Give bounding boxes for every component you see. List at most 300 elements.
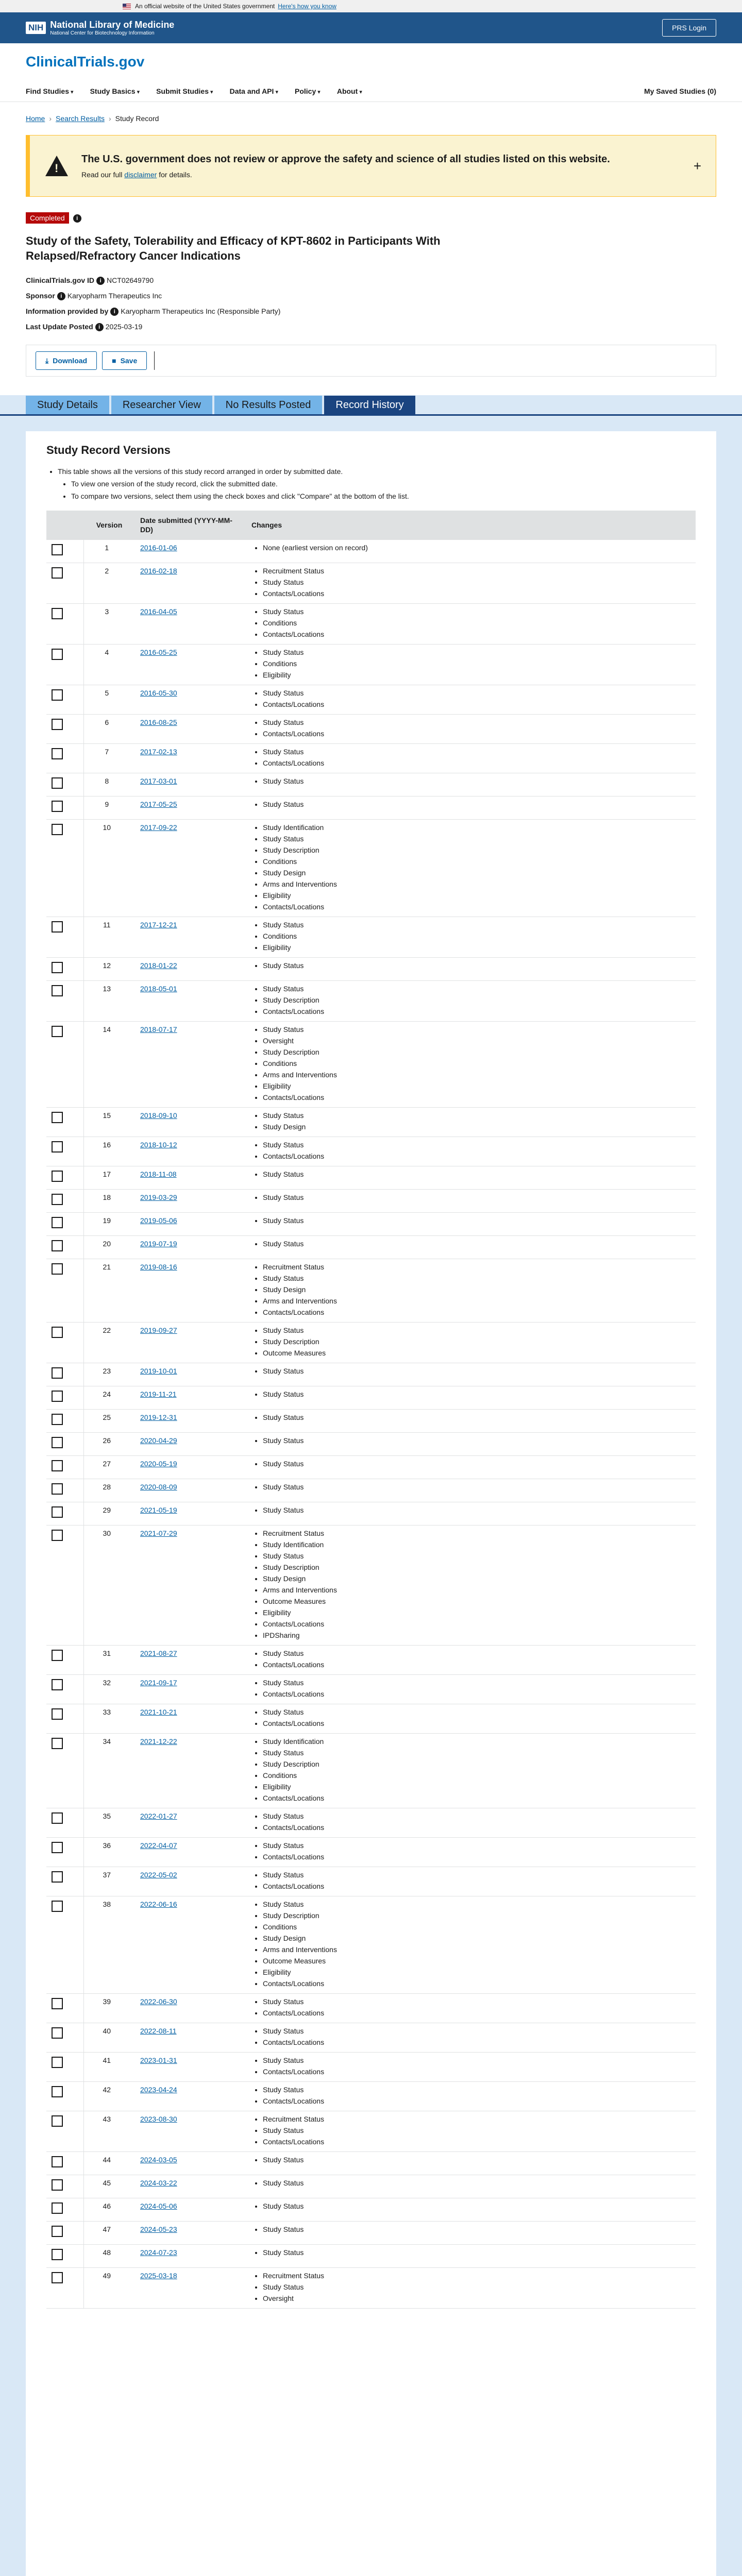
change-item: • Study Status [263, 1168, 690, 1180]
version-checkbox[interactable] [52, 1391, 63, 1402]
changes-list [251, 1110, 690, 1132]
change-item: • Study Status [263, 1550, 690, 1562]
version-checkbox[interactable] [52, 1240, 63, 1251]
version-checkbox[interactable] [52, 1263, 63, 1275]
version-checkbox[interactable] [52, 567, 63, 579]
breadcrumb-home[interactable]: Home [26, 114, 45, 123]
version-date-link[interactable]: 2018-07-17 [140, 1025, 177, 1033]
breadcrumb [0, 102, 742, 135]
version-checkbox[interactable] [52, 1842, 63, 1853]
table-row [46, 1704, 696, 1733]
table-row [46, 980, 696, 1021]
version-checkbox[interactable] [52, 985, 63, 996]
version-number: 34 [83, 1733, 135, 1808]
nih-logo-icon: NIH [26, 22, 46, 34]
history-intro [46, 465, 696, 502]
version-number: 4 [83, 644, 135, 685]
version-checkbox[interactable] [52, 1217, 63, 1228]
nav-submit-studies[interactable]: Submit Studies ▾ [156, 87, 213, 95]
version-date-link[interactable]: 2017-03-01 [140, 776, 177, 785]
table-row [46, 1322, 696, 1363]
table-row [46, 2151, 696, 2175]
changes-list [251, 1996, 690, 2019]
version-date-link[interactable]: 2017-05-25 [140, 800, 177, 808]
version-checkbox[interactable] [52, 801, 63, 812]
change-item: • Study Status [263, 1747, 690, 1758]
version-date-link[interactable]: 2024-05-06 [140, 2201, 177, 2210]
version-date-link[interactable]: 2023-01-31 [140, 2056, 177, 2064]
version-date-link[interactable]: 2022-08-11 [140, 2026, 177, 2035]
change-item: • Study Status [263, 983, 690, 994]
version-date-link[interactable]: 2020-05-19 [140, 1459, 177, 1468]
intro-sub-1: • To view one version of the study record, click the submitted date. [71, 478, 696, 490]
change-item: • Conditions [263, 1921, 690, 1933]
change-item: • Study Design [263, 1573, 690, 1584]
change-item: • Conditions [263, 1058, 690, 1069]
last-update-value: 2025-03-19 [105, 323, 143, 331]
version-date-link[interactable]: 2016-05-25 [140, 648, 177, 656]
changes-list [251, 1899, 690, 1989]
table-row [46, 1386, 696, 1409]
version-number: 16 [83, 1137, 135, 1166]
site-logo[interactable]: ClinicalTrials.gov [26, 54, 145, 70]
tab-no-results-posted[interactable]: No Results Posted [214, 396, 323, 414]
version-checkbox[interactable] [52, 1812, 63, 1824]
version-date-link[interactable]: 2019-12-31 [140, 1413, 177, 1421]
change-item: • Study Description [263, 1910, 690, 1921]
version-checkbox[interactable] [52, 1141, 63, 1153]
version-checkbox[interactable] [52, 2249, 63, 2260]
version-checkbox[interactable] [52, 1998, 63, 2009]
version-number: 49 [83, 2267, 135, 2308]
version-date-link[interactable]: 2019-07-19 [140, 1239, 177, 1248]
gov-banner [0, 0, 742, 12]
version-number: 31 [83, 1645, 135, 1674]
changes-list [251, 1504, 690, 1516]
version-date-link[interactable]: 2024-03-05 [140, 2155, 177, 2164]
table-row [46, 2198, 696, 2221]
version-number: 43 [83, 2111, 135, 2151]
change-item: • Eligibility [263, 1781, 690, 1792]
change-item: • Study Status [263, 1648, 690, 1659]
change-item: • Study Status [263, 1412, 690, 1423]
version-number: 1 [83, 539, 135, 563]
table-row [46, 1837, 696, 1867]
change-item: • Contacts/Locations [263, 629, 690, 640]
breadcrumb-separator-icon: › [49, 114, 52, 123]
download-icon: ⤓ [45, 356, 49, 365]
version-date-link[interactable]: 2019-09-27 [140, 1326, 177, 1334]
version-checkbox[interactable] [52, 1738, 63, 1749]
gov-banner-text: An official website of the United States government [135, 3, 275, 10]
change-item: • Study Status [263, 1706, 690, 1718]
version-number: 12 [83, 957, 135, 980]
table-row [46, 1432, 696, 1455]
version-date-link[interactable]: 2019-08-16 [140, 1262, 177, 1271]
version-checkbox[interactable] [52, 2086, 63, 2097]
table-row [46, 1808, 696, 1837]
save-button[interactable]: ■ Save [102, 351, 147, 370]
nlm-logo[interactable] [26, 20, 174, 36]
change-item: • Study Status [263, 1325, 690, 1336]
version-number: 45 [83, 2175, 135, 2198]
changes-list [251, 1412, 690, 1423]
change-item: • Study Status [263, 2281, 690, 2293]
table-row [46, 1867, 696, 1896]
version-checkbox[interactable] [52, 1650, 63, 1661]
version-date-link[interactable]: 2022-05-02 [140, 1870, 177, 1879]
changes-list [251, 799, 690, 810]
change-item: • Study Status [263, 1869, 690, 1880]
change-item: • Study Status [263, 1458, 690, 1469]
version-date-link[interactable]: 2022-01-27 [140, 1811, 177, 1820]
my-saved-studies-link[interactable]: My Saved Studies (0) [644, 87, 716, 95]
changes-list [251, 1024, 690, 1103]
table-row [46, 2052, 696, 2081]
change-item: • Contacts/Locations [263, 1688, 690, 1700]
change-item: • Study Status [263, 746, 690, 757]
change-item: • Study Status [263, 2025, 690, 2037]
nav-study-basics[interactable]: Study Basics ▾ [90, 87, 140, 95]
version-date-link[interactable]: 2024-05-23 [140, 2225, 177, 2233]
change-item: • Study Status [263, 2200, 690, 2212]
version-date-link[interactable]: 2022-06-30 [140, 1997, 177, 2006]
disclaimer-link[interactable]: disclaimer [124, 170, 157, 179]
change-item: • Study Status [263, 2055, 690, 2066]
version-checkbox[interactable] [52, 2156, 63, 2167]
version-date-link[interactable]: 2021-10-21 [140, 1707, 177, 1716]
change-item: • Study Description [263, 994, 690, 1006]
change-item: • Study Status [263, 1110, 690, 1121]
version-date-link[interactable]: 2025-03-18 [140, 2271, 177, 2280]
status-badge: Completed [26, 212, 69, 224]
change-item: • Study Status [263, 1215, 690, 1226]
change-item: • Study Status [263, 2125, 690, 2136]
version-date-link[interactable]: 2021-05-19 [140, 1505, 177, 1514]
change-item: • Study Status [263, 1139, 690, 1150]
changes-list [251, 919, 690, 953]
table-row [46, 2221, 696, 2244]
info-icon[interactable]: i [73, 214, 81, 223]
changes-list [251, 2113, 690, 2147]
version-date-link[interactable]: 2019-11-21 [140, 1389, 177, 1398]
version-checkbox[interactable] [52, 689, 63, 701]
version-date-link[interactable]: 2021-09-17 [140, 1678, 177, 1687]
download-button[interactable]: ⤓ Download [36, 351, 97, 370]
change-item: • Study Identification [263, 1539, 690, 1550]
nav-data-api[interactable]: Data and API ▾ [230, 87, 278, 95]
prs-login-button[interactable]: PRS Login [662, 19, 716, 37]
version-number: 24 [83, 1386, 135, 1409]
changes-list [251, 1192, 690, 1203]
table-row [46, 1674, 696, 1704]
change-item: • Conditions [263, 617, 690, 629]
record-tabs [0, 395, 742, 416]
version-checkbox[interactable] [52, 1483, 63, 1495]
sponsor-value: Karyopharm Therapeutics Inc [67, 292, 162, 300]
col-date: Date submitted (YYYY-MM-DD) [135, 511, 246, 539]
changes-list [251, 2025, 690, 2048]
version-number: 44 [83, 2151, 135, 2175]
version-checkbox[interactable] [52, 1194, 63, 1205]
table-row [46, 819, 696, 917]
breadcrumb-search-results[interactable]: Search Results [56, 114, 105, 123]
table-row [46, 1645, 696, 1674]
version-date-link[interactable]: 2022-04-07 [140, 1841, 177, 1850]
change-item: • Recruitment Status [263, 2113, 690, 2125]
version-checkbox[interactable] [52, 2179, 63, 2191]
change-item: • Study Status [263, 919, 690, 930]
heres-how-link[interactable]: Here's how you know [278, 3, 336, 10]
version-date-link[interactable]: 2022-06-16 [140, 1900, 177, 1908]
version-date-link[interactable]: 2024-07-23 [140, 2248, 177, 2257]
version-number: 48 [83, 2244, 135, 2267]
table-row [46, 1212, 696, 1235]
changes-list [251, 1458, 690, 1469]
version-date-link[interactable]: 2020-08-09 [140, 1482, 177, 1491]
version-number: 32 [83, 1674, 135, 1704]
version-checkbox[interactable] [52, 777, 63, 789]
table-row [46, 1259, 696, 1322]
version-date-link[interactable]: 2016-08-25 [140, 718, 177, 726]
changes-list [251, 746, 690, 769]
info-icon[interactable]: i [110, 308, 119, 316]
change-item: • Eligibility [263, 1080, 690, 1092]
change-item: • Contacts/Locations [263, 588, 690, 599]
changes-list [251, 960, 690, 971]
nav-find-studies[interactable]: Find Studies ▾ [26, 87, 74, 95]
version-checkbox[interactable] [52, 824, 63, 835]
table-row [46, 685, 696, 714]
change-item: • Study Description [263, 1046, 690, 1058]
version-checkbox[interactable] [52, 1112, 63, 1123]
version-number: 38 [83, 1896, 135, 1993]
table-row [46, 1502, 696, 1525]
version-number: 19 [83, 1212, 135, 1235]
change-item: • Study Status [263, 577, 690, 588]
change-item: • Study Status [263, 1192, 690, 1203]
table-row [46, 1733, 696, 1808]
change-item: • Study Status [263, 775, 690, 787]
version-checkbox[interactable] [52, 1708, 63, 1720]
changes-list [251, 2247, 690, 2258]
change-item: • Study Identification [263, 822, 690, 833]
versions-table [46, 511, 696, 2309]
disclaimer-title: The U.S. government does not review or approve the safety and science of all studies listed on this website. [81, 153, 610, 165]
change-item: • Study Description [263, 1336, 690, 1347]
version-date-link[interactable]: 2017-12-21 [140, 920, 177, 929]
change-item: • Study Status [263, 1840, 690, 1851]
version-number: 10 [83, 819, 135, 917]
version-date-link[interactable]: 2019-03-29 [140, 1193, 177, 1201]
changes-list [251, 1810, 690, 1833]
tab-researcher-view[interactable]: Researcher View [111, 396, 212, 414]
version-date-link[interactable]: 2020-04-29 [140, 1436, 177, 1445]
changes-list [251, 1238, 690, 1249]
changes-list [251, 1840, 690, 1862]
table-row [46, 2244, 696, 2267]
version-checkbox[interactable] [52, 962, 63, 973]
table-row [46, 2111, 696, 2151]
change-item: • Study Status [263, 606, 690, 617]
version-checkbox[interactable] [52, 1171, 63, 1182]
version-checkbox[interactable] [52, 2115, 63, 2127]
version-checkbox[interactable] [52, 2272, 63, 2283]
change-item: • Contacts/Locations [263, 1822, 690, 1833]
changes-list [251, 1648, 690, 1670]
table-row [46, 1021, 696, 1107]
version-date-link[interactable]: 2018-11-08 [140, 1170, 177, 1178]
change-item: • Study Identification [263, 1736, 690, 1747]
change-item: • Contacts/Locations [263, 2066, 690, 2077]
change-item: • Contacts/Locations [263, 1851, 690, 1862]
version-checkbox[interactable] [52, 544, 63, 555]
info-icon[interactable]: i [57, 292, 65, 300]
version-checkbox[interactable] [52, 649, 63, 660]
version-date-link[interactable]: 2019-10-01 [140, 1366, 177, 1375]
change-item: • Arms and Interventions [263, 1295, 690, 1307]
version-date-link[interactable]: 2016-04-05 [140, 607, 177, 616]
changes-list [251, 2154, 690, 2165]
version-date-link[interactable]: 2021-12-22 [140, 1737, 177, 1745]
nav-about[interactable]: About ▾ [337, 87, 362, 95]
version-date-link[interactable]: 2018-01-22 [140, 961, 177, 970]
change-item: • Outcome Measures [263, 1347, 690, 1359]
version-number: 6 [83, 714, 135, 743]
version-checkbox[interactable] [52, 1460, 63, 1471]
record-history-card [26, 431, 716, 2576]
change-item: • Contacts/Locations [263, 2037, 690, 2048]
version-date-link[interactable]: 2016-02-18 [140, 566, 177, 575]
table-row [46, 603, 696, 644]
study-title: Study of the Safety, Tolerability and Efficacy of KPT-8602 in Participants With Relapsed/Refractory Cancer Indications [26, 234, 441, 262]
change-item: • Arms and Interventions [263, 1069, 690, 1080]
version-number: 47 [83, 2221, 135, 2244]
table-row [46, 563, 696, 603]
version-date-link[interactable]: 2023-04-24 [140, 2085, 177, 2094]
version-checkbox[interactable] [52, 1901, 63, 1912]
version-checkbox[interactable] [52, 2202, 63, 2214]
table-row [46, 1166, 696, 1189]
change-item: • Study Status [263, 2177, 690, 2189]
change-item: • Study Status [263, 687, 690, 699]
version-checkbox[interactable] [52, 1026, 63, 1037]
change-item: • Study Status [263, 1677, 690, 1688]
nlm-sub: National Center for Biotechnology Information [50, 30, 155, 36]
version-checkbox[interactable] [52, 1679, 63, 1690]
changes-list [251, 717, 690, 739]
change-item: • Contacts/Locations [263, 1092, 690, 1103]
version-checkbox[interactable] [52, 1414, 63, 1425]
change-item: • Contacts/Locations [263, 1659, 690, 1670]
version-checkbox[interactable] [52, 921, 63, 933]
version-checkbox[interactable] [52, 608, 63, 619]
change-item: • Study Status [263, 1365, 690, 1377]
version-number: 2 [83, 563, 135, 603]
change-item: • Study Status [263, 717, 690, 728]
main-nav [0, 80, 742, 102]
version-checkbox[interactable] [52, 748, 63, 759]
version-date-link[interactable]: 2017-02-13 [140, 747, 177, 756]
changes-list [251, 1528, 690, 1641]
expand-plus-icon[interactable]: + [693, 158, 701, 174]
version-date-link[interactable]: 2021-07-29 [140, 1529, 177, 1537]
version-date-link[interactable]: 2019-05-06 [140, 1216, 177, 1225]
version-date-link[interactable]: 2018-09-10 [140, 1111, 177, 1120]
version-checkbox[interactable] [52, 2057, 63, 2068]
nav-policy[interactable]: Policy ▾ [295, 87, 321, 95]
info-icon[interactable]: i [95, 323, 104, 331]
change-item: • Study Status [263, 1435, 690, 1446]
change-item: • Oversight [263, 1035, 690, 1046]
version-checkbox[interactable] [52, 1367, 63, 1379]
change-item: • Contacts/Locations [263, 1792, 690, 1804]
version-date-link[interactable]: 2018-05-01 [140, 984, 177, 993]
changes-list [251, 2084, 690, 2107]
intro-sub-2: • To compare two versions, select them using the check boxes and click "Compare" at the bottom of the list. [71, 490, 696, 502]
table-row [46, 1107, 696, 1137]
version-checkbox[interactable] [52, 1437, 63, 1448]
version-checkbox[interactable] [52, 2226, 63, 2237]
breadcrumb-current: Study Record [115, 114, 159, 123]
version-date-link[interactable]: 2017-09-22 [140, 823, 177, 832]
changes-list [251, 1261, 690, 1318]
tab-record-history[interactable]: Record History [324, 396, 415, 414]
version-date-link[interactable]: 2016-05-30 [140, 688, 177, 697]
version-number: 35 [83, 1808, 135, 1837]
version-checkbox[interactable] [52, 2027, 63, 2039]
version-checkbox[interactable] [52, 1530, 63, 1541]
version-number: 22 [83, 1322, 135, 1363]
nlm-name: National Library of Medicine [50, 20, 175, 30]
version-date-link[interactable]: 2016-01-06 [140, 543, 177, 552]
change-item: • Study Status [263, 1504, 690, 1516]
table-row [46, 773, 696, 796]
version-number: 39 [83, 1993, 135, 2023]
table-row [46, 2267, 696, 2308]
disclaimer-text: Read our full disclaimer for details. [81, 170, 192, 179]
tab-study-details[interactable]: Study Details [26, 396, 109, 414]
version-number: 25 [83, 1409, 135, 1432]
version-checkbox[interactable] [52, 1871, 63, 1883]
version-date-link[interactable]: 2021-08-27 [140, 1649, 177, 1657]
change-item: • Study Status [263, 1810, 690, 1822]
change-item: • Eligibility [263, 890, 690, 901]
change-item: • Eligibility [263, 1967, 690, 1978]
info-icon[interactable]: i [96, 277, 105, 285]
change-item: • Contacts/Locations [263, 1006, 690, 1017]
table-row [46, 743, 696, 773]
version-number: 3 [83, 603, 135, 644]
col-select [46, 511, 83, 539]
version-checkbox[interactable] [52, 1327, 63, 1338]
table-row [46, 1235, 696, 1259]
table-row [46, 1896, 696, 1993]
changes-list [251, 1736, 690, 1804]
version-checkbox[interactable] [52, 719, 63, 730]
version-number: 33 [83, 1704, 135, 1733]
table-row [46, 1479, 696, 1502]
version-number: 21 [83, 1259, 135, 1322]
change-item: • Outcome Measures [263, 1596, 690, 1607]
version-date-link[interactable]: 2024-03-22 [140, 2178, 177, 2187]
version-date-link[interactable]: 2023-08-30 [140, 2114, 177, 2123]
version-checkbox[interactable] [52, 1506, 63, 1518]
nct-id: NCT02649790 [107, 276, 154, 285]
version-date-link[interactable]: 2018-10-12 [140, 1140, 177, 1149]
changes-list [251, 647, 690, 681]
change-item: • Study Description [263, 1562, 690, 1573]
